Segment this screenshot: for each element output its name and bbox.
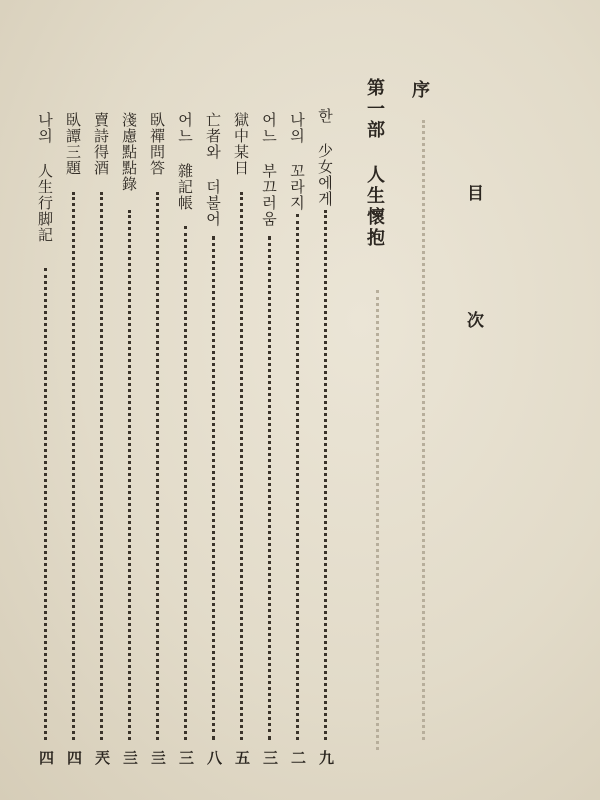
toc-entry-leader: [296, 214, 299, 740]
toc-entry-title: 獄中某日: [232, 112, 250, 176]
preface-leader: [422, 120, 425, 740]
toc-entry-page: 四: [65, 750, 83, 766]
toc-entry-page: 二: [289, 750, 307, 766]
toc-entry-leader: [184, 226, 187, 740]
toc-entry-title: 어느 부끄러움: [260, 112, 278, 227]
toc-entry-page: 兲: [93, 750, 111, 766]
toc-entry-page: 五: [233, 750, 251, 766]
part-one-leader: [376, 290, 379, 750]
toc-entry-leader: [72, 192, 75, 740]
toc-entry-leader: [268, 236, 271, 740]
toc-entry-page: 亖: [149, 750, 167, 766]
toc-entry-page: 四: [37, 750, 55, 766]
toc-entry-page: 九: [317, 750, 335, 766]
toc-entry-leader: [100, 192, 103, 740]
toc-entry-page: 八: [205, 750, 223, 766]
toc-entry-page: 亖: [121, 750, 139, 766]
part-one-heading: 第一部 人生懷抱: [364, 78, 385, 249]
toc-entry-title: 淺慮點點錄: [120, 112, 138, 192]
toc-entry-title: 賣詩得酒: [92, 112, 110, 176]
toc-entry-title: 臥譚三題: [64, 112, 82, 176]
toc-entry-leader: [240, 192, 243, 740]
toc-entry-title: 한 少女에게: [316, 108, 334, 207]
toc-entry-page: 三: [177, 750, 195, 766]
toc-entry-leader: [128, 210, 131, 740]
toc-entry-leader: [156, 192, 159, 740]
preface-heading: 序: [409, 80, 430, 98]
toc-entry-title: 臥禪問答: [148, 112, 166, 176]
toc-entry-title: 亡者와 더불어: [204, 112, 222, 227]
toc-entry-title: 나의 人生行脚記: [36, 112, 54, 243]
toc-entry-title: 어느 雜記帳: [176, 112, 194, 211]
toc-entry-leader: [212, 236, 215, 740]
toc-entry-leader: [324, 210, 327, 740]
toc-entry-leader: [44, 268, 47, 740]
toc-entry-title: 나의 꼬라지: [288, 112, 306, 211]
toc-entry-page: 三: [261, 750, 279, 766]
toc-title: 目次: [463, 184, 483, 438]
